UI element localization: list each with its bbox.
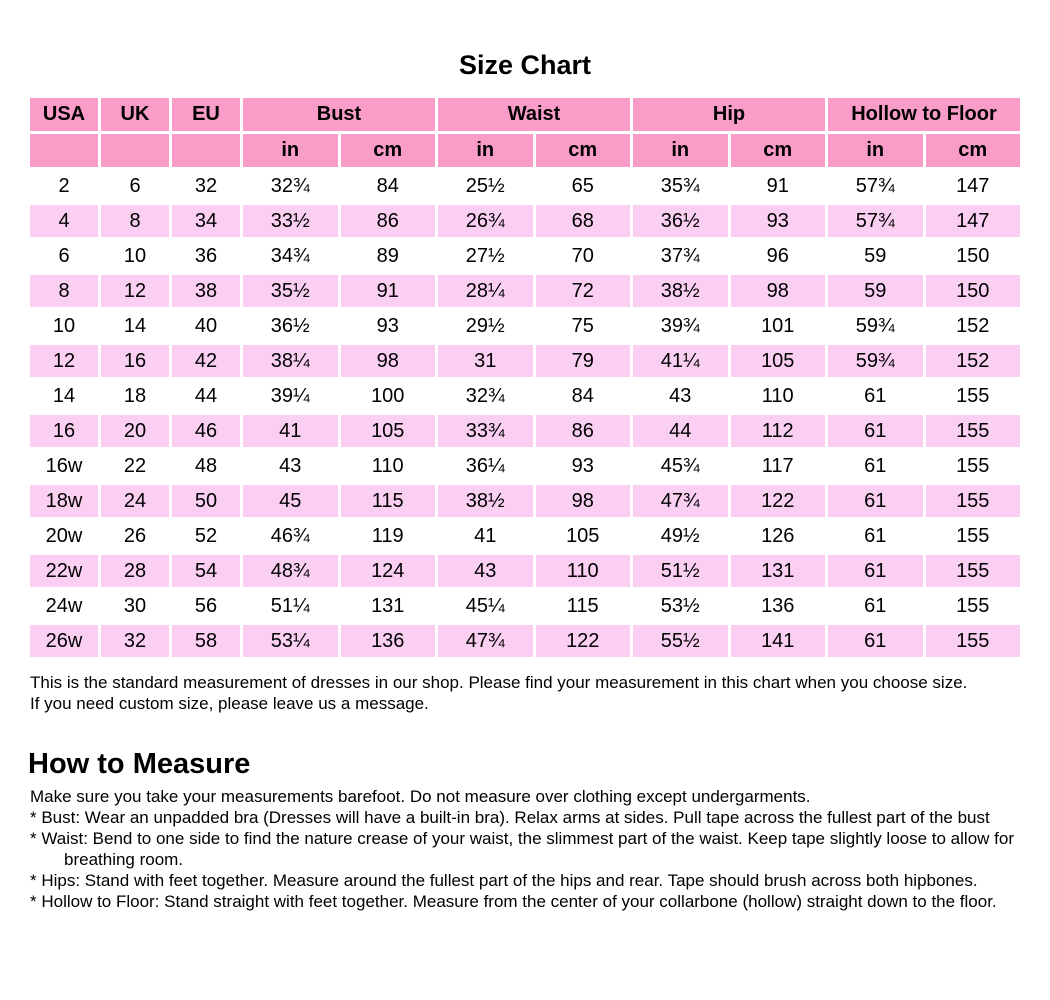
measurement-cell: 110 bbox=[341, 450, 436, 482]
measurement-cell: 155 bbox=[926, 625, 1021, 657]
measurement-cell: 131 bbox=[341, 590, 436, 622]
measurement-cell: 35¾ bbox=[633, 170, 728, 202]
size-usa-cell: 18w bbox=[30, 485, 98, 517]
measurement-cell: 8 bbox=[101, 205, 169, 237]
measurement-cell: 86 bbox=[341, 205, 436, 237]
measurement-cell: 79 bbox=[536, 345, 631, 377]
measurement-cell: 122 bbox=[731, 485, 826, 517]
measurement-cell: 155 bbox=[926, 485, 1021, 517]
measurement-cell: 61 bbox=[828, 590, 923, 622]
measurement-cell: 39¼ bbox=[243, 380, 338, 412]
size-usa-cell: 26w bbox=[30, 625, 98, 657]
measurement-cell: 38½ bbox=[438, 485, 533, 517]
measurement-cell: 44 bbox=[172, 380, 240, 412]
measurement-cell: 61 bbox=[828, 555, 923, 587]
measurement-cell: 43 bbox=[438, 555, 533, 587]
size-usa-cell: 24w bbox=[30, 590, 98, 622]
measurement-cell: 43 bbox=[633, 380, 728, 412]
column-group-header: EU bbox=[172, 98, 240, 131]
measurement-cell: 105 bbox=[341, 415, 436, 447]
measurement-cell: 40 bbox=[172, 310, 240, 342]
measure-intro: Make sure you take your measurements barefoot. Do not measure over clothing except undergarments. bbox=[30, 787, 811, 806]
measurement-cell: 32 bbox=[101, 625, 169, 657]
measurement-cell: 41 bbox=[438, 520, 533, 552]
measurement-cell: 89 bbox=[341, 240, 436, 272]
unit-header-cell: in bbox=[438, 134, 533, 167]
measurement-cell: 98 bbox=[341, 345, 436, 377]
measurement-cell: 35½ bbox=[243, 275, 338, 307]
measurement-cell: 57¾ bbox=[828, 205, 923, 237]
table-body bbox=[30, 170, 1020, 657]
measurement-cell: 24 bbox=[101, 485, 169, 517]
size-usa-cell: 4 bbox=[30, 205, 98, 237]
measurement-cell: 152 bbox=[926, 345, 1021, 377]
measurement-cell: 155 bbox=[926, 380, 1021, 412]
measurement-cell: 56 bbox=[172, 590, 240, 622]
table-row bbox=[30, 345, 1020, 377]
measurement-cell: 155 bbox=[926, 450, 1021, 482]
measurement-cell: 57¾ bbox=[828, 170, 923, 202]
measurement-cell: 93 bbox=[536, 450, 631, 482]
measure-item-hollow-to-floor: * Hollow to Floor: Stand straight with feet together. Measure from the center of your collarbone (hollow) straight down to the floor. bbox=[30, 892, 997, 911]
measurement-cell: 59¾ bbox=[828, 310, 923, 342]
measurement-cell: 61 bbox=[828, 415, 923, 447]
measurement-cell: 136 bbox=[341, 625, 436, 657]
measurement-cell: 47¾ bbox=[633, 485, 728, 517]
measurement-cell: 38 bbox=[172, 275, 240, 307]
table-row bbox=[30, 415, 1020, 447]
measurement-cell: 61 bbox=[828, 450, 923, 482]
measurement-cell: 34¾ bbox=[243, 240, 338, 272]
measurement-cell: 112 bbox=[731, 415, 826, 447]
measurement-cell: 72 bbox=[536, 275, 631, 307]
measurement-cell: 124 bbox=[341, 555, 436, 587]
measurement-cell: 41¼ bbox=[633, 345, 728, 377]
measurement-cell: 119 bbox=[341, 520, 436, 552]
table-row bbox=[30, 170, 1020, 202]
size-usa-cell: 2 bbox=[30, 170, 98, 202]
measurement-cell: 29½ bbox=[438, 310, 533, 342]
measurement-cell: 14 bbox=[101, 310, 169, 342]
measurement-cell: 117 bbox=[731, 450, 826, 482]
size-usa-cell: 10 bbox=[30, 310, 98, 342]
measurement-cell: 147 bbox=[926, 170, 1021, 202]
measurement-cell: 51½ bbox=[633, 555, 728, 587]
measurement-cell: 36 bbox=[172, 240, 240, 272]
measurement-cell: 150 bbox=[926, 240, 1021, 272]
measurement-cell: 41 bbox=[243, 415, 338, 447]
size-usa-cell: 20w bbox=[30, 520, 98, 552]
measurement-cell: 65 bbox=[536, 170, 631, 202]
measurement-cell: 115 bbox=[536, 590, 631, 622]
measurement-cell: 42 bbox=[172, 345, 240, 377]
measurement-cell: 155 bbox=[926, 415, 1021, 447]
measurement-cell: 46¾ bbox=[243, 520, 338, 552]
measurement-cell: 26¾ bbox=[438, 205, 533, 237]
measurement-cell: 20 bbox=[101, 415, 169, 447]
measurement-cell: 68 bbox=[536, 205, 631, 237]
measurement-cell: 61 bbox=[828, 625, 923, 657]
how-to-measure-section bbox=[30, 786, 1015, 912]
table-row bbox=[30, 625, 1020, 657]
measurement-cell: 61 bbox=[828, 520, 923, 552]
measurement-cell: 22 bbox=[101, 450, 169, 482]
measurement-cell: 155 bbox=[926, 590, 1021, 622]
empty-header-cell bbox=[30, 134, 98, 167]
measurement-cell: 28¼ bbox=[438, 275, 533, 307]
column-group-header: Bust bbox=[243, 98, 435, 131]
table-row bbox=[30, 520, 1020, 552]
measurement-cell: 18 bbox=[101, 380, 169, 412]
table-row bbox=[30, 275, 1020, 307]
table-row bbox=[30, 555, 1020, 587]
note-line: This is the standard measurement of dresses in our shop. Please find your measurement in this chart when you choose size. bbox=[30, 673, 968, 692]
measurement-cell: 48¾ bbox=[243, 555, 338, 587]
measurement-cell: 59 bbox=[828, 275, 923, 307]
measurement-cell: 115 bbox=[341, 485, 436, 517]
measurement-cell: 59 bbox=[828, 240, 923, 272]
measurement-cell: 32¾ bbox=[438, 380, 533, 412]
unit-header-cell: in bbox=[633, 134, 728, 167]
measurement-cell: 122 bbox=[536, 625, 631, 657]
measurement-cell: 32¾ bbox=[243, 170, 338, 202]
measurement-cell: 45¼ bbox=[438, 590, 533, 622]
measurement-cell: 50 bbox=[172, 485, 240, 517]
measurement-cell: 52 bbox=[172, 520, 240, 552]
measurement-cell: 25½ bbox=[438, 170, 533, 202]
measurement-cell: 155 bbox=[926, 555, 1021, 587]
measurement-cell: 110 bbox=[536, 555, 631, 587]
measurement-cell: 30 bbox=[101, 590, 169, 622]
size-usa-cell: 22w bbox=[30, 555, 98, 587]
measurement-cell: 84 bbox=[536, 380, 631, 412]
measurement-cell: 105 bbox=[536, 520, 631, 552]
measurement-cell: 86 bbox=[536, 415, 631, 447]
unit-header-cell: in bbox=[243, 134, 338, 167]
measurement-cell: 47¾ bbox=[438, 625, 533, 657]
unit-header-cell: cm bbox=[536, 134, 631, 167]
measurement-cell: 45¾ bbox=[633, 450, 728, 482]
measurement-cell: 55½ bbox=[633, 625, 728, 657]
measurement-cell: 131 bbox=[731, 555, 826, 587]
measurement-cell: 147 bbox=[926, 205, 1021, 237]
table-row bbox=[30, 590, 1020, 622]
unit-header-cell: cm bbox=[731, 134, 826, 167]
size-usa-cell: 12 bbox=[30, 345, 98, 377]
measurement-cell: 16 bbox=[101, 345, 169, 377]
measurement-cell: 61 bbox=[828, 485, 923, 517]
measurement-cell: 48 bbox=[172, 450, 240, 482]
size-usa-cell: 16w bbox=[30, 450, 98, 482]
size-usa-cell: 14 bbox=[30, 380, 98, 412]
measurement-cell: 39¾ bbox=[633, 310, 728, 342]
column-group-header: Hollow to Floor bbox=[828, 98, 1020, 131]
measurement-cell: 126 bbox=[731, 520, 826, 552]
empty-header-cell bbox=[101, 134, 169, 167]
measurement-cell: 105 bbox=[731, 345, 826, 377]
measurement-cell: 36¼ bbox=[438, 450, 533, 482]
measurement-cell: 152 bbox=[926, 310, 1021, 342]
measurement-cell: 93 bbox=[731, 205, 826, 237]
measurement-cell: 36½ bbox=[243, 310, 338, 342]
table-row bbox=[30, 450, 1020, 482]
measurement-cell: 26 bbox=[101, 520, 169, 552]
measurement-cell: 38½ bbox=[633, 275, 728, 307]
unit-header-cell: cm bbox=[926, 134, 1021, 167]
column-group-header: UK bbox=[101, 98, 169, 131]
table-row bbox=[30, 380, 1020, 412]
unit-header-cell: in bbox=[828, 134, 923, 167]
measurement-cell: 49½ bbox=[633, 520, 728, 552]
measurement-cell: 45 bbox=[243, 485, 338, 517]
measurement-cell: 33¾ bbox=[438, 415, 533, 447]
size-usa-cell: 8 bbox=[30, 275, 98, 307]
unit-header-cell: cm bbox=[341, 134, 436, 167]
measurement-cell: 53¼ bbox=[243, 625, 338, 657]
measurement-cell: 38¼ bbox=[243, 345, 338, 377]
group-header-row bbox=[30, 98, 1020, 131]
measurement-cell: 31 bbox=[438, 345, 533, 377]
measurement-cell: 91 bbox=[341, 275, 436, 307]
measurement-cell: 150 bbox=[926, 275, 1021, 307]
measurement-cell: 84 bbox=[341, 170, 436, 202]
column-group-header: Hip bbox=[633, 98, 825, 131]
measurement-cell: 36½ bbox=[633, 205, 728, 237]
table-row bbox=[30, 240, 1020, 272]
measurement-cell: 34 bbox=[172, 205, 240, 237]
measurement-cell: 93 bbox=[341, 310, 436, 342]
measurement-cell: 91 bbox=[731, 170, 826, 202]
measurement-cell: 51¼ bbox=[243, 590, 338, 622]
empty-header-cell bbox=[172, 134, 240, 167]
table-row bbox=[30, 310, 1020, 342]
measurement-cell: 37¾ bbox=[633, 240, 728, 272]
column-group-header: Waist bbox=[438, 98, 630, 131]
note-line: If you need custom size, please leave us a message. bbox=[30, 694, 429, 713]
measurement-cell: 59¾ bbox=[828, 345, 923, 377]
measurement-cell: 28 bbox=[101, 555, 169, 587]
column-group-header: USA bbox=[30, 98, 98, 131]
measure-item-bust: * Bust: Wear an unpadded bra (Dresses will have a built-in bra). Relax arms at sides. Pull tape across the fullest part of the bust bbox=[30, 808, 990, 827]
measurement-cell: 155 bbox=[926, 520, 1021, 552]
measurement-cell: 98 bbox=[536, 485, 631, 517]
measurement-cell: 54 bbox=[172, 555, 240, 587]
measurement-cell: 12 bbox=[101, 275, 169, 307]
measurement-cell: 141 bbox=[731, 625, 826, 657]
page-title: Size Chart bbox=[458, 50, 592, 80]
unit-header-row bbox=[30, 134, 1020, 167]
how-to-measure-heading: How to Measure bbox=[28, 748, 251, 780]
measurement-cell: 101 bbox=[731, 310, 826, 342]
table-row bbox=[30, 485, 1020, 517]
measurement-cell: 33½ bbox=[243, 205, 338, 237]
measure-item-hips: * Hips: Stand with feet together. Measure around the fullest part of the hips and rear. Tape should brush across both hipbones. bbox=[30, 871, 978, 890]
measurement-cell: 46 bbox=[172, 415, 240, 447]
measurement-cell: 100 bbox=[341, 380, 436, 412]
size-usa-cell: 16 bbox=[30, 415, 98, 447]
measurement-cell: 44 bbox=[633, 415, 728, 447]
notes-section bbox=[30, 672, 990, 714]
table-row bbox=[30, 205, 1020, 237]
measurement-cell: 27½ bbox=[438, 240, 533, 272]
measurement-cell: 10 bbox=[101, 240, 169, 272]
measurement-cell: 136 bbox=[731, 590, 826, 622]
measurement-cell: 43 bbox=[243, 450, 338, 482]
measurement-cell: 70 bbox=[536, 240, 631, 272]
measurement-cell: 32 bbox=[172, 170, 240, 202]
measurement-cell: 6 bbox=[101, 170, 169, 202]
measurement-cell: 75 bbox=[536, 310, 631, 342]
measurement-cell: 96 bbox=[731, 240, 826, 272]
measure-item-waist: * Waist: Bend to one side to find the nature crease of your waist, the slimmest part of the waist. Keep tape slightly loose to allow for breathing room. bbox=[30, 829, 1014, 869]
measurement-cell: 61 bbox=[828, 380, 923, 412]
measurement-cell: 53½ bbox=[633, 590, 728, 622]
table-header bbox=[30, 98, 1020, 167]
measurement-cell: 98 bbox=[731, 275, 826, 307]
size-usa-cell: 6 bbox=[30, 240, 98, 272]
size-chart-table bbox=[27, 95, 1023, 660]
measurement-cell: 110 bbox=[731, 380, 826, 412]
measurement-cell: 58 bbox=[172, 625, 240, 657]
